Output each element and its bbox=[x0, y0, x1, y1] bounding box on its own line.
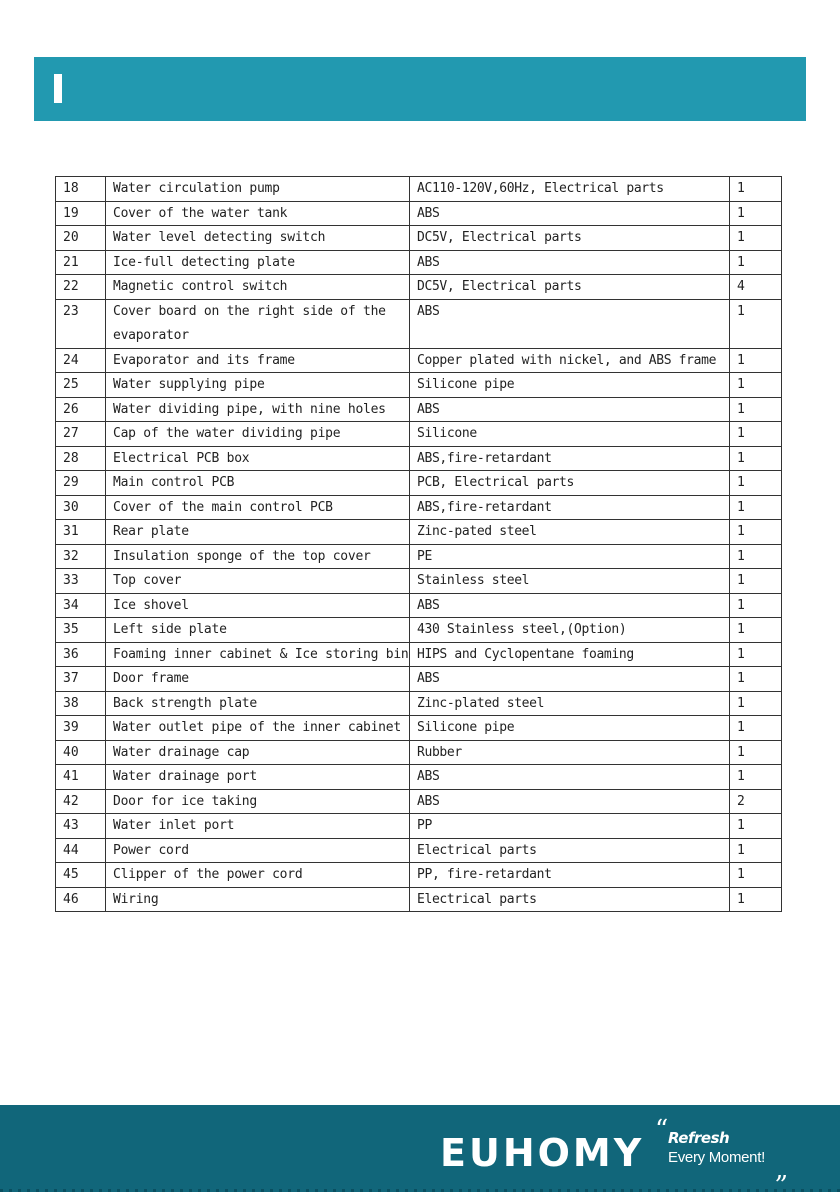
table-row bbox=[56, 471, 782, 496]
part-name-cell: Clipper of the power cord bbox=[106, 863, 410, 888]
part-number-cell: 43 bbox=[56, 814, 106, 839]
table-row bbox=[56, 887, 782, 912]
part-number-cell: 33 bbox=[56, 569, 106, 594]
parts-list-table bbox=[55, 176, 782, 912]
part-material-cell: Silicone pipe bbox=[410, 373, 730, 398]
part-number-cell: 29 bbox=[56, 471, 106, 496]
part-material-cell: Electrical parts bbox=[410, 887, 730, 912]
part-name-cell: Water drainage port bbox=[106, 765, 410, 790]
part-number-cell: 23 bbox=[56, 299, 106, 348]
part-quantity-cell: 1 bbox=[730, 250, 782, 275]
table-row bbox=[56, 544, 782, 569]
part-name-cell: Back strength plate bbox=[106, 691, 410, 716]
part-quantity-cell: 2 bbox=[730, 789, 782, 814]
part-quantity-cell: 4 bbox=[730, 275, 782, 300]
table-row bbox=[56, 740, 782, 765]
part-quantity-cell: 1 bbox=[730, 446, 782, 471]
part-number-cell: 45 bbox=[56, 863, 106, 888]
part-quantity-cell: 1 bbox=[730, 397, 782, 422]
part-material-cell: Rubber bbox=[410, 740, 730, 765]
slogan-line-1: Refresh bbox=[668, 1129, 730, 1147]
part-number-cell: 22 bbox=[56, 275, 106, 300]
part-name-cell: Power cord bbox=[106, 838, 410, 863]
part-quantity-cell: 1 bbox=[730, 642, 782, 667]
part-number-cell: 42 bbox=[56, 789, 106, 814]
part-number-cell: 20 bbox=[56, 226, 106, 251]
part-name-cell: Ice shovel bbox=[106, 593, 410, 618]
part-number-cell: 24 bbox=[56, 348, 106, 373]
slogan-open-quote: “ bbox=[655, 1115, 669, 1145]
part-quantity-cell: 1 bbox=[730, 838, 782, 863]
part-quantity-cell: 1 bbox=[730, 544, 782, 569]
table-row bbox=[56, 446, 782, 471]
part-quantity-cell: 1 bbox=[730, 422, 782, 447]
part-name-cell: Water dividing pipe, with nine holes bbox=[106, 397, 410, 422]
table-row bbox=[56, 495, 782, 520]
part-number-cell: 26 bbox=[56, 397, 106, 422]
part-name-cell: Cover of the water tank bbox=[106, 201, 410, 226]
slogan-line-2: Every Moment! bbox=[668, 1149, 765, 1166]
table-row bbox=[56, 373, 782, 398]
part-name-cell: Water outlet pipe of the inner cabinet bbox=[106, 716, 410, 741]
part-name-cell: Left side plate bbox=[106, 618, 410, 643]
part-quantity-cell: 1 bbox=[730, 814, 782, 839]
table-row bbox=[56, 667, 782, 692]
brand-logo: EUHOMY bbox=[440, 1131, 645, 1175]
table-row bbox=[56, 422, 782, 447]
part-name-cell: Cover of the main control PCB bbox=[106, 495, 410, 520]
part-material-cell: PCB, Electrical parts bbox=[410, 471, 730, 496]
table-row bbox=[56, 226, 782, 251]
part-number-cell: 28 bbox=[56, 446, 106, 471]
part-quantity-cell: 1 bbox=[730, 373, 782, 398]
part-name-cell: Top cover bbox=[106, 569, 410, 594]
part-number-cell: 37 bbox=[56, 667, 106, 692]
part-number-cell: 31 bbox=[56, 520, 106, 545]
part-number-cell: 32 bbox=[56, 544, 106, 569]
part-quantity-cell: 1 bbox=[730, 691, 782, 716]
part-material-cell: Silicone pipe bbox=[410, 716, 730, 741]
part-name-cell: Door for ice taking bbox=[106, 789, 410, 814]
part-quantity-cell: 1 bbox=[730, 569, 782, 594]
part-quantity-cell: 1 bbox=[730, 201, 782, 226]
table-row bbox=[56, 618, 782, 643]
part-material-cell: ABS bbox=[410, 789, 730, 814]
table-row bbox=[56, 520, 782, 545]
part-material-cell: 430 Stainless steel,(Option) bbox=[410, 618, 730, 643]
part-number-cell: 41 bbox=[56, 765, 106, 790]
part-quantity-cell: 1 bbox=[730, 887, 782, 912]
table-row bbox=[56, 642, 782, 667]
part-material-cell: DC5V, Electrical parts bbox=[410, 275, 730, 300]
part-material-cell: PE bbox=[410, 544, 730, 569]
footer-bar bbox=[0, 1105, 840, 1192]
part-quantity-cell: 1 bbox=[730, 716, 782, 741]
part-material-cell: ABS bbox=[410, 250, 730, 275]
part-number-cell: 27 bbox=[56, 422, 106, 447]
table-row bbox=[56, 691, 782, 716]
table-row bbox=[56, 177, 782, 202]
part-material-cell: ABS bbox=[410, 299, 730, 348]
part-number-cell: 39 bbox=[56, 716, 106, 741]
part-material-cell: Zinc-plated steel bbox=[410, 691, 730, 716]
table-row bbox=[56, 201, 782, 226]
part-name-cell: Door frame bbox=[106, 667, 410, 692]
table-row bbox=[56, 593, 782, 618]
part-material-cell: Zinc-pated steel bbox=[410, 520, 730, 545]
section-header-mark bbox=[54, 74, 62, 103]
part-material-cell: ABS bbox=[410, 593, 730, 618]
part-name-cell: Magnetic control switch bbox=[106, 275, 410, 300]
part-number-cell: 38 bbox=[56, 691, 106, 716]
part-quantity-cell: 1 bbox=[730, 765, 782, 790]
part-quantity-cell: 1 bbox=[730, 520, 782, 545]
part-number-cell: 18 bbox=[56, 177, 106, 202]
table-row bbox=[56, 765, 782, 790]
part-quantity-cell: 1 bbox=[730, 863, 782, 888]
parts-list-body bbox=[56, 177, 782, 912]
part-quantity-cell: 1 bbox=[730, 348, 782, 373]
part-number-cell: 21 bbox=[56, 250, 106, 275]
table-row bbox=[56, 299, 782, 348]
part-material-cell: ABS,fire-retardant bbox=[410, 495, 730, 520]
part-name-cell: Water supplying pipe bbox=[106, 373, 410, 398]
part-material-cell: AC110-120V,60Hz, Electrical parts bbox=[410, 177, 730, 202]
part-material-cell: Silicone bbox=[410, 422, 730, 447]
part-name-cell: Insulation sponge of the top cover bbox=[106, 544, 410, 569]
part-name-cell: Cover board on the right side of the evaporator bbox=[106, 299, 410, 348]
part-number-cell: 46 bbox=[56, 887, 106, 912]
table-row bbox=[56, 814, 782, 839]
part-name-cell: Water inlet port bbox=[106, 814, 410, 839]
part-name-cell: Ice-full detecting plate bbox=[106, 250, 410, 275]
part-quantity-cell: 1 bbox=[730, 618, 782, 643]
section-header-bar bbox=[34, 57, 806, 121]
part-quantity-cell: 1 bbox=[730, 593, 782, 618]
part-name-cell: Water drainage cap bbox=[106, 740, 410, 765]
part-material-cell: ABS bbox=[410, 765, 730, 790]
part-material-cell: Copper plated with nickel, and ABS frame bbox=[410, 348, 730, 373]
part-number-cell: 25 bbox=[56, 373, 106, 398]
part-name-cell: Water level detecting switch bbox=[106, 226, 410, 251]
slogan-close-quote: „ bbox=[775, 1155, 789, 1185]
part-quantity-cell: 1 bbox=[730, 226, 782, 251]
part-name-cell: Water circulation pump bbox=[106, 177, 410, 202]
table-row bbox=[56, 275, 782, 300]
table-row bbox=[56, 716, 782, 741]
table-row bbox=[56, 250, 782, 275]
part-number-cell: 36 bbox=[56, 642, 106, 667]
part-material-cell: Electrical parts bbox=[410, 838, 730, 863]
part-quantity-cell: 1 bbox=[730, 667, 782, 692]
table-row bbox=[56, 863, 782, 888]
part-number-cell: 34 bbox=[56, 593, 106, 618]
table-row bbox=[56, 838, 782, 863]
part-material-cell: ABS,fire-retardant bbox=[410, 446, 730, 471]
part-material-cell: ABS bbox=[410, 667, 730, 692]
part-material-cell: ABS bbox=[410, 397, 730, 422]
part-number-cell: 40 bbox=[56, 740, 106, 765]
part-number-cell: 30 bbox=[56, 495, 106, 520]
part-quantity-cell: 1 bbox=[730, 495, 782, 520]
part-number-cell: 44 bbox=[56, 838, 106, 863]
part-number-cell: 35 bbox=[56, 618, 106, 643]
part-material-cell: DC5V, Electrical parts bbox=[410, 226, 730, 251]
part-material-cell: Stainless steel bbox=[410, 569, 730, 594]
part-material-cell: HIPS and Cyclopentane foaming bbox=[410, 642, 730, 667]
part-quantity-cell: 1 bbox=[730, 299, 782, 348]
part-name-cell: Wiring bbox=[106, 887, 410, 912]
part-quantity-cell: 1 bbox=[730, 471, 782, 496]
table-row bbox=[56, 397, 782, 422]
table-row bbox=[56, 569, 782, 594]
part-material-cell: ABS bbox=[410, 201, 730, 226]
part-material-cell: PP bbox=[410, 814, 730, 839]
part-name-cell: Rear plate bbox=[106, 520, 410, 545]
part-name-cell: Foaming inner cabinet & Ice storing bin bbox=[106, 642, 410, 667]
part-name-cell: Cap of the water dividing pipe bbox=[106, 422, 410, 447]
part-name-cell: Main control PCB bbox=[106, 471, 410, 496]
table-row bbox=[56, 789, 782, 814]
part-number-cell: 19 bbox=[56, 201, 106, 226]
part-name-cell: Electrical PCB box bbox=[106, 446, 410, 471]
table-row bbox=[56, 348, 782, 373]
part-name-cell: Evaporator and its frame bbox=[106, 348, 410, 373]
part-quantity-cell: 1 bbox=[730, 177, 782, 202]
part-quantity-cell: 1 bbox=[730, 740, 782, 765]
part-material-cell: PP, fire-retardant bbox=[410, 863, 730, 888]
